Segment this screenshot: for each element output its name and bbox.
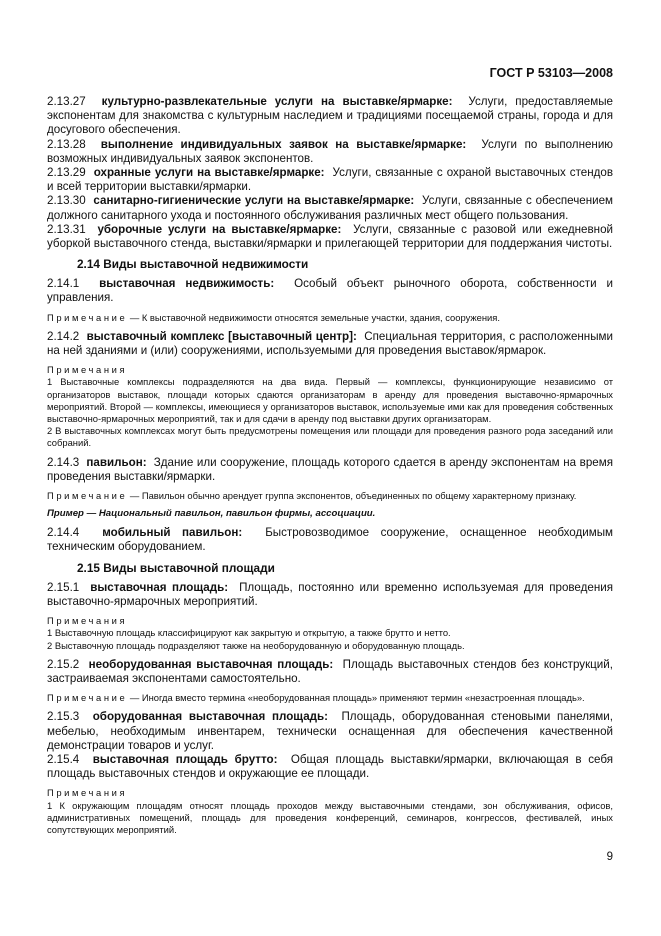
term-definition: Специальная территория, с расположенными на ней зданиями и (или) сооружениями, используемыми для проведения выставок/ярмарок. — [47, 329, 613, 358]
term-name: выставочный комплекс [выставочный центр]: — [86, 329, 357, 343]
note-2-14-1 — [47, 312, 613, 324]
term-definition: Площадь, постоянно или временно используемая для проведения выставочно-ярмарочных мероприятий. — [47, 580, 613, 608]
term-2-13-30 — [47, 194, 613, 222]
term-name: санитарно-гигиенические услуги на выставке/ярмарке: — [93, 194, 415, 208]
section-heading-2-14: 2.14 Виды выставочной недвижимости — [77, 257, 309, 272]
note-label: Примечания — [47, 364, 128, 376]
term-2-13-27 — [47, 95, 613, 138]
section-heading-2-15: 2.15 Виды выставочной площади — [77, 560, 275, 575]
term-definition: Площадь выставочных стендов без конструкций, застраиваемая экспонентами самостоятельно. — [47, 657, 613, 685]
term-2-14-4 — [47, 526, 613, 554]
term-name: уборочные услуги на выставке/ярмарке: — [97, 222, 342, 236]
clause-number: 2.13.27 — [47, 95, 86, 108]
clause-number: 2.13.30 — [47, 194, 86, 208]
note-2-14-3 — [47, 490, 613, 502]
term-name: выставочная площадь брутто: — [92, 752, 278, 766]
term-2-15-2 — [47, 658, 613, 686]
clause-number: 2.15.2 — [47, 657, 80, 671]
term-2-14-3 — [47, 456, 613, 484]
clause-number: 2.13.29 — [47, 166, 86, 180]
note-text: — К выставочной недвижимости относятся земельные участки, здания, сооружения. — [129, 311, 500, 323]
clause-number: 2.15.1 — [47, 580, 80, 594]
document-code: ГОСТ Р 53103—2008 — [489, 66, 613, 80]
term-name: мобильный павильон: — [102, 526, 243, 540]
term-2-13-28 — [47, 138, 613, 166]
page-number: 9 — [606, 851, 613, 863]
note-label: Примечание — [47, 490, 128, 502]
clause-number: 2.14.4 — [47, 526, 80, 540]
note-2-15-1-2: 2 Выставочную площадь подразделяют также на необорудованную и оборудованную площадь. — [47, 639, 465, 651]
note-2-15-1-1: 1 Выставочную площадь классифицируют как закрытую и открытую, а также брутто и нетто. — [47, 627, 451, 639]
term-2-13-29 — [47, 166, 613, 194]
note-label: Примечание — [47, 692, 128, 704]
term-name: выставочная площадь: — [90, 580, 229, 594]
term-definition: Площадь, оборудованная стеновыми панелями, мебелью, необходимым инвентарем, технически оснащенная для обеспечения качественной демонстрации товаров и услуг. — [47, 710, 613, 752]
term-2-13-31 — [47, 223, 613, 251]
document-body — [47, 95, 613, 836]
notes-label — [47, 364, 613, 376]
term-name: культурно-развлекательные услуги на выставке/ярмарке: — [101, 95, 453, 108]
term-definition: Услуги, связанные с обеспечением должного санитарного ухода и постоянного обслуживания различных мест общего пользования. — [47, 194, 613, 222]
term-name: выполнение индивидуальных заявок на выставке/ярмарке: — [100, 137, 467, 151]
term-name: оборудованная выставочная площадь: — [92, 710, 328, 724]
clause-number: 2.14.2 — [47, 329, 80, 343]
term-2-14-2 — [47, 330, 613, 358]
note-text: — Иногда вместо термина «необорудованная площадь» применяют термин «незастроенная площадь». — [129, 692, 585, 704]
note-label: Примечания — [47, 787, 128, 799]
notes-label — [47, 615, 613, 627]
term-definition: Особый объект рыночного оборота, собственности и управления. — [47, 277, 613, 305]
term-definition: Услуги, связанные с разовой или ежедневной уборкой выставочного стенда, выставки/ярмарки и прилегающей территории для поддержания чистоты. — [47, 222, 613, 251]
note-label: Примечания — [47, 615, 128, 627]
example-text: Пример — Национальный павильон, павильон фирмы, ассоциации. — [47, 508, 376, 520]
term-2-15-4 — [47, 753, 613, 781]
clause-number: 2.15.4 — [47, 752, 80, 766]
term-name: павильон: — [86, 455, 147, 469]
term-2-14-1 — [47, 277, 613, 305]
clause-number: 2.15.3 — [47, 710, 80, 724]
term-name: необорудованная выставочная площадь: — [88, 657, 334, 671]
term-name: выставочная недвижимость: — [99, 277, 275, 291]
term-name: охранные услуги на выставке/ярмарке: — [93, 166, 325, 180]
term-definition: Общая площадь выставки/ярмарки, включающая в себя площадь выставочных стендов и окружающие ее площади. — [47, 752, 613, 781]
term-definition: Услуги по выполнению возможных индивидуальных заявок экспонентов. — [47, 137, 614, 165]
note-text: — Павильон обычно арендует группа экспонентов, объединенных по общему характерному признаку. — [129, 490, 577, 502]
note-2-14-2-1: 1 Выставочные комплексы подразделяются на два вида. Первый — комплексы, функционирующие независимо от организаторов выставок, площади которых сдаются организаторам в аренду для проведения выставочно-ярмарочных мероприятий. Второй — комплексы, имеющиеся у организаторов выставок, используемые ими как для проведения собственных выставочно-ярмарочных мероприятий, так и для сдачи в аренду под выставки других организаторам. — [47, 376, 613, 425]
term-definition: Услуги, связанные с охраной выставочных стендов и всей территории выставки/ярмарки. — [47, 166, 613, 194]
note-label: Примечание — [47, 311, 128, 323]
note-2-14-2-2: 2 В выставочных комплексах могут быть предусмотрены помещения или площади для проведения разного рода заседаний или собраний. — [47, 425, 613, 449]
term-2-15-1 — [47, 581, 613, 609]
term-definition: Здание или сооружение, площадь которого сдается в аренду экспонентам на время проведения выставки/ярмарки. — [47, 455, 613, 483]
clause-number: 2.13.28 — [47, 137, 86, 151]
note-2-15-2 — [47, 692, 613, 704]
term-definition: Быстровозводимое сооружение, оснащенное необходимым техническим оборудованием. — [47, 526, 614, 554]
clause-number: 2.13.31 — [47, 222, 86, 236]
clause-number: 2.14.1 — [47, 277, 80, 291]
term-definition: Услуги, предоставляемые экспонентам для знакомства с культурным наследием и традициями посещаемой страны, города и для досугового обеспечения. — [47, 95, 613, 137]
note-2-15-4-1: 1 К окружающим площадям относят площадь проходов между выставочными стендами, зон обслуживания, офисов, административных помещений, площадь для проведения конференций, семинаров, конгрессов, фестивалей, иных сопутствующих мероприятий. — [47, 799, 613, 835]
term-2-15-3 — [47, 710, 613, 753]
clause-number: 2.14.3 — [47, 455, 80, 469]
notes-label — [47, 787, 613, 799]
